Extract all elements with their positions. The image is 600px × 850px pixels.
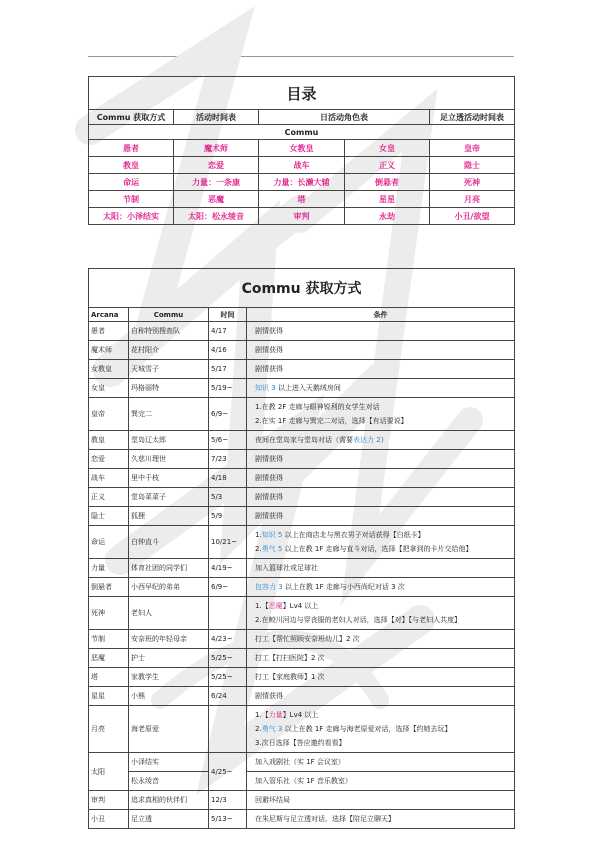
stat-requirement: 知识 3 bbox=[255, 384, 276, 392]
toc-commu-link[interactable]: 愚者 bbox=[89, 140, 174, 157]
arcana-cell: 太阳 bbox=[89, 753, 129, 791]
arcana-cell: 死神 bbox=[89, 597, 129, 630]
arcana-cell: 战车 bbox=[89, 469, 129, 488]
commu-cell: 安奈班的年轻母亲 bbox=[129, 630, 209, 649]
commu-table-title: Commu 获取方式 bbox=[89, 269, 515, 308]
toc-commu-link[interactable]: 正义 bbox=[345, 157, 430, 174]
toc-commu-link[interactable]: 太阳：松永绫音 bbox=[174, 208, 259, 225]
table-row bbox=[89, 507, 515, 526]
commu-method-table bbox=[88, 268, 515, 829]
stat-requirement: 勇气 3 bbox=[261, 725, 283, 733]
condition-cell: 剧情获得 bbox=[247, 687, 515, 706]
condition-cell: 剧情获得 bbox=[247, 488, 515, 507]
time-cell: 7/23 bbox=[209, 450, 247, 469]
commu-cell: 老妇人 bbox=[129, 597, 209, 630]
time-cell: 5/17 bbox=[209, 360, 247, 379]
condition-cell: 在朱尼斯与足立透对话，选择【陪足立聊天】 bbox=[247, 810, 515, 829]
time-cell: 4/18 bbox=[209, 469, 247, 488]
toc-commu-link[interactable]: 隐士 bbox=[430, 157, 515, 174]
toc-commu-link[interactable]: 教皇 bbox=[89, 157, 174, 174]
toc-link-adachi-schedule[interactable]: 足立透活动时间表 bbox=[430, 110, 515, 125]
condition-cell bbox=[247, 526, 515, 559]
stat-requirement: 包容力 3 bbox=[255, 583, 283, 591]
table-row bbox=[89, 322, 515, 341]
condition-text: 以上在商店北与黑衣男子对话获得【白纸卡】 bbox=[282, 531, 425, 539]
toc-subheader: Commu bbox=[89, 125, 515, 140]
commu-cell: 狐狸 bbox=[129, 507, 209, 526]
condition-cell bbox=[247, 706, 515, 753]
arcana-cell: 隐士 bbox=[89, 507, 129, 526]
condition-line bbox=[255, 722, 512, 736]
condition-text: 】Lv4 以上 bbox=[282, 711, 319, 719]
arcana-cell: 皇帝 bbox=[89, 398, 129, 431]
toc-link-commu-method[interactable]: Commu 获取方式 bbox=[89, 110, 174, 125]
time-cell: 4/17 bbox=[209, 322, 247, 341]
commu-cell: 追求真相的伙伴们 bbox=[129, 791, 209, 810]
commu-cell: 久慈川理世 bbox=[129, 450, 209, 469]
time-cell: 4/25~ bbox=[209, 753, 247, 791]
condition-text: 以上在教 1F 走廊与海老原爱对话，选择【约她去玩】 bbox=[282, 725, 452, 733]
time-cell: 5/25~ bbox=[209, 649, 247, 668]
time-cell: 4/19~ bbox=[209, 559, 247, 578]
arcana-requirement: 恶魔 bbox=[268, 602, 283, 610]
arcana-cell: 力量 bbox=[89, 559, 129, 578]
table-row bbox=[89, 341, 515, 360]
condition-cell: 剧情获得 bbox=[247, 360, 515, 379]
arcana-cell: 愚者 bbox=[89, 322, 129, 341]
arcana-cell: 节制 bbox=[89, 630, 129, 649]
arcana-cell: 魔术师 bbox=[89, 341, 129, 360]
condition-cell: 加入戏剧社（实 1F 会议室） bbox=[247, 753, 515, 772]
toc-commu-link[interactable]: 审判 bbox=[259, 208, 345, 225]
table-row bbox=[89, 488, 515, 507]
table-row bbox=[89, 791, 515, 810]
commu-cell: 天城雪子 bbox=[129, 360, 209, 379]
commu-cell: 足立透 bbox=[129, 810, 209, 829]
table-row bbox=[89, 753, 515, 772]
time-cell: 5/9 bbox=[209, 507, 247, 526]
condition-cell: 剧情获得 bbox=[247, 507, 515, 526]
toc-commu-link[interactable]: 命运 bbox=[89, 174, 174, 191]
time-cell bbox=[209, 597, 247, 630]
toc-title: 目录 bbox=[89, 77, 515, 110]
stat-requirement: 勇气 5 bbox=[261, 545, 283, 553]
col-header-arcana: Arcana bbox=[89, 308, 129, 322]
commu-cell: 花村阳介 bbox=[129, 341, 209, 360]
commu-cell: 小熊 bbox=[129, 687, 209, 706]
commu-cell: 堂岛菜菜子 bbox=[129, 488, 209, 507]
condition-cell: 加入管乐社（实 1F 音乐教室） bbox=[247, 772, 515, 791]
condition-line bbox=[255, 708, 512, 722]
commu-cell: 家教学生 bbox=[129, 668, 209, 687]
table-row bbox=[89, 450, 515, 469]
toc-commu-link[interactable]: 塔 bbox=[259, 191, 345, 208]
arcana-cell: 女皇 bbox=[89, 379, 129, 398]
condition-text: 1. bbox=[255, 531, 262, 539]
table-row bbox=[89, 706, 515, 753]
toc-commu-link[interactable]: 恋爱 bbox=[174, 157, 259, 174]
toc-commu-link[interactable]: 死神 bbox=[430, 174, 515, 191]
arcana-cell: 正义 bbox=[89, 488, 129, 507]
table-row bbox=[89, 360, 515, 379]
table-row bbox=[89, 379, 515, 398]
table-row bbox=[89, 649, 515, 668]
table-row bbox=[89, 469, 515, 488]
arcana-cell: 女教皇 bbox=[89, 360, 129, 379]
condition-text: 】Lv4 以上 bbox=[282, 602, 319, 610]
commu-cell: 小西早纪的弟弟 bbox=[129, 578, 209, 597]
col-header-time: 时间 bbox=[209, 308, 247, 322]
commu-cell: 海老原爱 bbox=[129, 706, 209, 753]
table-row bbox=[89, 597, 515, 630]
table-row bbox=[89, 398, 515, 431]
commu-cell: 巽完二 bbox=[129, 398, 209, 431]
condition-text: 以上进入天鹅绒房间 bbox=[275, 384, 341, 392]
time-cell: 10/21~ bbox=[209, 526, 247, 559]
condition-text: 2. bbox=[255, 725, 262, 733]
condition-cell bbox=[247, 398, 515, 431]
col-header-commu: Commu bbox=[129, 308, 209, 322]
toc-commu-link[interactable]: 女教皇 bbox=[259, 140, 345, 157]
time-cell: 5/3 bbox=[209, 488, 247, 507]
toc-table bbox=[88, 76, 515, 225]
time-cell: 5/13~ bbox=[209, 810, 247, 829]
time-cell bbox=[209, 706, 247, 753]
toc-commu-link[interactable]: 恶魔 bbox=[174, 191, 259, 208]
condition-cell bbox=[247, 431, 515, 450]
time-cell: 4/23~ bbox=[209, 630, 247, 649]
arcana-cell: 命运 bbox=[89, 526, 129, 559]
toc-commu-link[interactable]: 魔术师 bbox=[174, 140, 259, 157]
commu-cell: 护士 bbox=[129, 649, 209, 668]
condition-cell bbox=[247, 578, 515, 597]
condition-text: ） bbox=[380, 436, 388, 444]
condition-line: 3.次日选择【答应邀约看看】 bbox=[255, 739, 346, 747]
arcana-cell: 教皇 bbox=[89, 431, 129, 450]
arcana-cell: 星星 bbox=[89, 687, 129, 706]
toc-commu-link[interactable]: 皇帝 bbox=[430, 140, 515, 157]
toc-commu-link[interactable]: 月亮 bbox=[430, 191, 515, 208]
arcana-cell: 倒悬者 bbox=[89, 578, 129, 597]
stat-requirement: 表达力 2 bbox=[353, 436, 381, 444]
table-row bbox=[89, 578, 515, 597]
table-row bbox=[89, 526, 515, 559]
condition-line: 2.在实 1F 走廊与巽完二对话，选择【有话要说】 bbox=[255, 417, 408, 425]
condition-line bbox=[255, 599, 512, 613]
toc-commu-link[interactable]: 力量：一条康 bbox=[174, 174, 259, 191]
time-cell: 4/16 bbox=[209, 341, 247, 360]
condition-cell: 打工【家庭教师】1 次 bbox=[247, 668, 515, 687]
time-cell: 6/9~ bbox=[209, 578, 247, 597]
arcana-cell: 恋爱 bbox=[89, 450, 129, 469]
condition-cell: 剧情获得 bbox=[247, 450, 515, 469]
condition-cell: 剧情获得 bbox=[247, 341, 515, 360]
time-cell: 6/9~ bbox=[209, 398, 247, 431]
arcana-cell: 月亮 bbox=[89, 706, 129, 753]
toc-commu-link[interactable]: 力量：长濑大辅 bbox=[259, 174, 345, 191]
arcana-requirement: 力量 bbox=[268, 711, 283, 719]
commu-cell: 体育社团的同学们 bbox=[129, 559, 209, 578]
col-header-condition: 条件 bbox=[247, 308, 515, 322]
table-row bbox=[89, 687, 515, 706]
condition-cell bbox=[247, 379, 515, 398]
toc-commu-link[interactable]: 节制 bbox=[89, 191, 174, 208]
time-cell: 6/24 bbox=[209, 687, 247, 706]
arcana-cell: 恶魔 bbox=[89, 649, 129, 668]
time-cell: 5/6~ bbox=[209, 431, 247, 450]
toc-commu-link[interactable]: 战车 bbox=[259, 157, 345, 174]
commu-cell: 堂岛辽太郎 bbox=[129, 431, 209, 450]
condition-text: 夜间在堂岛家与堂岛对话（需要 bbox=[255, 436, 353, 444]
condition-cell: 打工【打扫医院】2 次 bbox=[247, 649, 515, 668]
table-row bbox=[89, 630, 515, 649]
table-row bbox=[89, 431, 515, 450]
stat-requirement: 知识 5 bbox=[261, 531, 283, 539]
commu-cell: 自称特别搜查队 bbox=[129, 322, 209, 341]
time-cell: 5/25~ bbox=[209, 668, 247, 687]
toc-commu-link[interactable]: 星星 bbox=[345, 191, 430, 208]
condition-cell: 剧情获得 bbox=[247, 469, 515, 488]
condition-cell: 加入篮球社或足球社 bbox=[247, 559, 515, 578]
arcana-cell: 小丑 bbox=[89, 810, 129, 829]
commu-cell: 小泽结实 bbox=[129, 753, 209, 772]
condition-cell bbox=[247, 597, 515, 630]
table-row bbox=[89, 772, 515, 791]
condition-line: 1.在教 2F 走廊与眼神锐利的女学生对话 bbox=[255, 403, 380, 411]
table-row bbox=[89, 810, 515, 829]
condition-text: 1.【 bbox=[255, 602, 269, 610]
table-row bbox=[89, 559, 515, 578]
condition-cell: 打工【帮忙照顾安奈班幼儿】2 次 bbox=[247, 630, 515, 649]
commu-cell: 松永绫音 bbox=[129, 772, 209, 791]
toc-link-activity-schedule[interactable]: 活动时间表 bbox=[174, 110, 259, 125]
arcana-cell: 塔 bbox=[89, 668, 129, 687]
time-cell: 5/19~ bbox=[209, 379, 247, 398]
condition-line: 2.在鲛川河边与穿丧服的老妇人对话，选择【对】【与老妇人共度】 bbox=[255, 616, 462, 624]
commu-cell: 玛格丽特 bbox=[129, 379, 209, 398]
condition-text: 以上在教 1F 走廊与小西尚纪对话 3 次 bbox=[282, 583, 405, 591]
commu-cell: 里中千枝 bbox=[129, 469, 209, 488]
toc-commu-link[interactable]: 永劫 bbox=[345, 208, 430, 225]
toc-commu-link[interactable]: 小丑/欲望 bbox=[430, 208, 515, 225]
arcana-cell: 审判 bbox=[89, 791, 129, 810]
condition-text: 2. bbox=[255, 545, 262, 553]
toc-commu-link[interactable]: 太阳：小泽结实 bbox=[89, 208, 174, 225]
condition-line bbox=[255, 542, 512, 556]
commu-cell: 白钟直斗 bbox=[129, 526, 209, 559]
toc-commu-link[interactable]: 倒悬者 bbox=[345, 174, 430, 191]
toc-link-daily-character-table[interactable]: 日活动角色表 bbox=[259, 110, 430, 125]
table-row bbox=[89, 668, 515, 687]
condition-text: 以上在教 1F 走廊与直斗对话，选择【把拿到的卡片交给他】 bbox=[282, 545, 473, 553]
condition-cell: 剧情获得 bbox=[247, 322, 515, 341]
page-header-rule bbox=[88, 56, 514, 57]
toc-commu-link[interactable]: 女皇 bbox=[345, 140, 430, 157]
time-cell: 12/3 bbox=[209, 791, 247, 810]
condition-cell: 回避坏结局 bbox=[247, 791, 515, 810]
condition-line bbox=[255, 528, 512, 542]
condition-text: 1.【 bbox=[255, 711, 269, 719]
